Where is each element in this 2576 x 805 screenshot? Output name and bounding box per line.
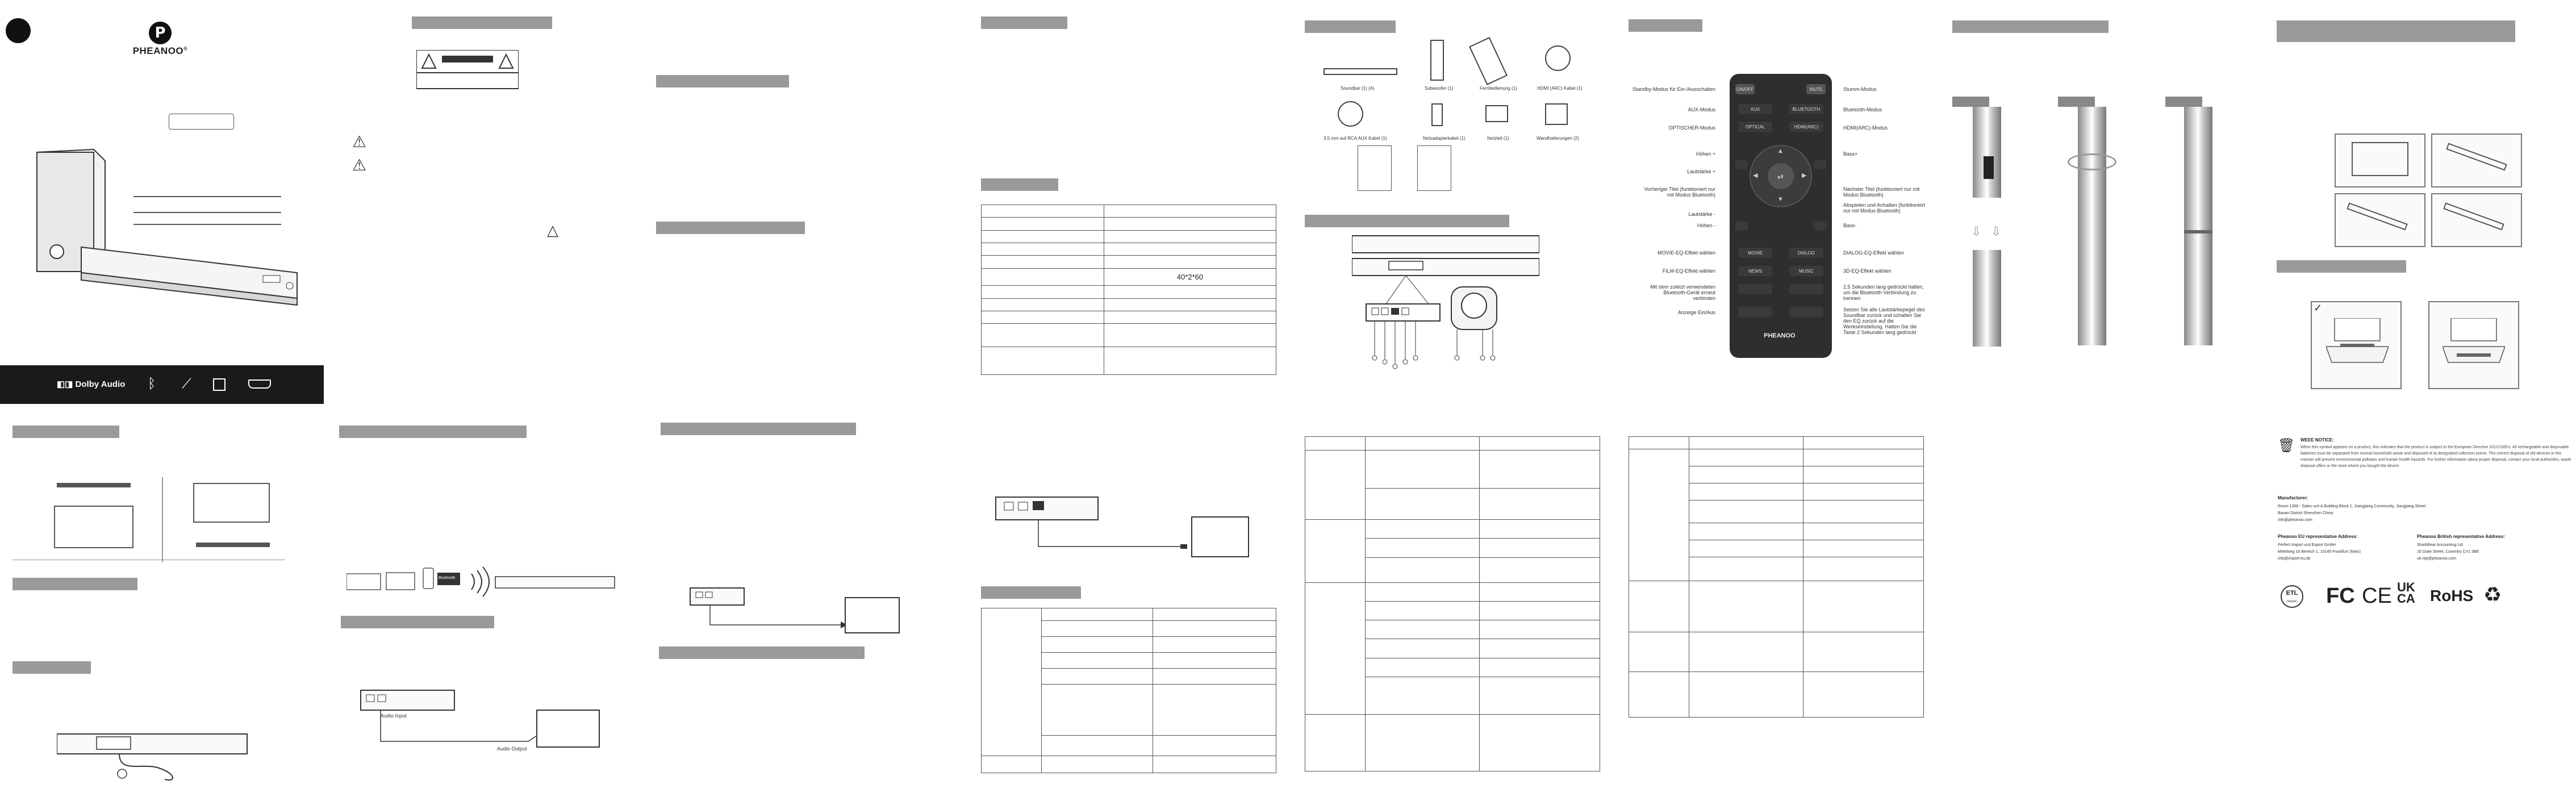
accessory-label-2: Fernbedienung (1) (1480, 86, 1517, 91)
remote-label-play-pause: Abspielen und Anhalten (funktioniert nur mit Modus Bluetooth) (1843, 202, 1926, 214)
uk-rep-line-2: 16 Duke Street, Coventry CV1 3BE (2417, 550, 2479, 554)
remote-music-button[interactable]: DIALOG (1789, 248, 1823, 258)
remote-treble-minus-button[interactable] (1735, 222, 1748, 231)
remote-label-disconnect: 2,5 Sekunden lang gedrückt halten, um die Bluetooth-Verbindung zu trennen (1843, 284, 1924, 301)
accessory-label-5: Netzadapterkabel (1) (1423, 136, 1466, 141)
section-header-troubleshooting (981, 586, 1081, 599)
remote-prev-icon[interactable]: ◀ (1753, 172, 1758, 179)
remote-label-movie: MOVIE-EQ-Effekt wählen (1658, 250, 1715, 256)
cover-rule-1 (133, 196, 281, 197)
section-header-aux (341, 616, 494, 628)
remote-label-display: Anzeige Ein/Aus (1677, 310, 1715, 315)
remote-label-prev: Vorheriger Titel (funktioniert nur mit Modus Bluetooth) (1644, 186, 1715, 198)
cover-rule-2 (133, 212, 281, 213)
remote-news-button[interactable]: NEWS (1738, 266, 1772, 276)
pillar-step-2 (2078, 107, 2106, 345)
bluetooth-device-label: Bluetooth (439, 576, 456, 580)
page-marker-dot (6, 18, 31, 43)
remote-label-next: Nächster Titel (funktioniert nur mit Modus Bluetooth) (1843, 186, 1920, 198)
remote-reconnect-button[interactable] (1738, 284, 1772, 294)
section-header-hdmi (659, 646, 865, 659)
weee-text: When this symbol appears on a product, this indicates that the product is subject to the European Directive 2012/19/EU. All rechargeable and disposable batteries must be separated from normal household waste and disposed of at designated collection points. The correct disposal of old devices in this manner will prevent environmental pollution and human health hazards. For further information about proper disposal, contact your local authorities, waste disposal office or the store where you bought the device. (2301, 445, 2571, 468)
remote-label-mute: Stumm-Modus (1843, 86, 1877, 92)
etl-mark-label: ETL (2286, 590, 2298, 597)
ukca-mark-top: UK (2397, 580, 2415, 594)
pillar-step-3-joint (2184, 230, 2212, 233)
section-header-package (1305, 20, 1396, 33)
placement-divider (162, 477, 163, 562)
section-header-3a (656, 75, 789, 87)
remote-label-treble-plus: Höhen + (1696, 151, 1715, 157)
rohs-mark: RoHS (2430, 587, 2474, 604)
package-manual-icon-2 (1417, 145, 1451, 191)
pillar-step-1-cable (1984, 156, 1994, 179)
section-header-connect (12, 661, 91, 674)
remote-label-optical: OPTISCHER-Modus (1668, 125, 1715, 131)
recycling-icon: ♻ (2483, 583, 2502, 606)
remote-3d-button[interactable]: MUSIC (1789, 266, 1823, 276)
remote-bluetooth-button[interactable]: BLUETOOTH (1789, 104, 1823, 114)
pillar-step-3 (2184, 107, 2212, 345)
section-header-wall (12, 578, 137, 590)
dolby-icon: ◧◨ (57, 379, 73, 389)
dolby-logo (57, 379, 125, 389)
remote-display-button[interactable] (1738, 307, 1772, 317)
package-wall-bracket-icon (1545, 103, 1568, 125)
pillar-step-1-bottom (1973, 250, 2001, 347)
package-subwoofer-icon (1430, 40, 1444, 81)
remote-label-treble-minus: Höhen - (1697, 223, 1715, 228)
manufacturer-title: Manufacturer: (2278, 495, 2308, 500)
remote-label-reconnect: Mit dem zuletzt verwendeten Bluetooth-Gerät erneut verbinden (1650, 284, 1715, 301)
ukca-mark-bottom: CA (2397, 591, 2415, 606)
manufacturer-line-3: info@pheanoo.com (2278, 518, 2312, 522)
section-header-specs-table (981, 178, 1058, 191)
pillar-step-1-top (1973, 107, 2001, 198)
package-power-cable-icon (1431, 103, 1443, 126)
eu-rep-title: Pheanoo EU representative Address: (2278, 534, 2358, 539)
eu-rep-line-2: Mittelweg 16 Bereich 1, 10145 Frankfurt (Main) (2278, 550, 2361, 554)
remote-label-vol-up: Lautstärke + (1687, 169, 1715, 174)
section-header-safety (412, 16, 552, 29)
spec-dimension-value: 40*2*60 (1104, 268, 1276, 286)
remote-aux-button[interactable]: AUX (1738, 104, 1772, 114)
ukca-mark (2397, 582, 2415, 604)
brand-name: PHEANOO (132, 45, 184, 56)
brand-logo (132, 22, 189, 57)
remote-label-standby: Standby-Modus für Ein-/Ausschalten (1632, 86, 1715, 92)
fc-mark: FC (2326, 584, 2355, 608)
manufacturer-line-1: Room 1308 - Sales unit A Building Block 1, Xiangjiang Community, Jiangjiang Street (2278, 504, 2426, 508)
section-header-remote (1629, 19, 1702, 32)
audio-input-label: Audio Input (381, 713, 407, 719)
pillar-step-2-ring (2068, 153, 2116, 170)
panel5-bottom-table (1305, 436, 1600, 771)
remote-optical-button[interactable]: OPTICAL (1738, 122, 1772, 132)
section-header-mounting (2277, 20, 2515, 42)
remote-disconnect-button[interactable] (1789, 284, 1823, 294)
connect-soundbar-diagram (57, 728, 250, 785)
remote-bass-minus-button[interactable] (1814, 222, 1826, 231)
package-hdmi-cable-icon (1545, 45, 1571, 71)
section-header-optical (661, 423, 856, 435)
placement-table-diagram (190, 483, 275, 551)
section-header-product-overview (1305, 215, 1509, 227)
remote-label-bluetooth: Bluetooth-Modus (1843, 107, 1882, 112)
step-tab-1 (1952, 97, 1989, 107)
eu-rep-line-1: Perfect Import und Export GmbH (2278, 543, 2336, 547)
weee-bin-icon: 🗑 (2278, 438, 2295, 453)
accessory-label-4: 3,5 mm auf RCA AUX Kabel (1) (1324, 136, 1387, 141)
brand-reg-mark: ® (183, 45, 188, 52)
aux-icon: ⟋ (182, 376, 191, 391)
remote-label-bass-minus: Bass- (1843, 223, 1857, 228)
uk-rep-line-1: SharkBear Accounting Ltd (2417, 543, 2463, 547)
brand-logo-mark: P (149, 22, 172, 44)
recycle-icon: △ (547, 222, 558, 239)
check-icon: ✓ (2314, 302, 2323, 314)
remote-label-3d: 3D-EQ-Effekt wählen (1843, 268, 1892, 274)
accessory-label-3: HDMI (ARC) Kabel (1) (1537, 86, 1583, 91)
aux-connection-diagram (358, 685, 608, 753)
package-remote-icon (1469, 37, 1508, 85)
troubleshooting-table (981, 608, 1276, 773)
manufacturer-line-2: Baoan District Shenzhen China (2278, 511, 2333, 515)
uk-rep-line-3: uk.rep@pheanoo.com (2417, 557, 2456, 561)
etl-mark (2281, 585, 2303, 608)
remote-movie-button[interactable]: MOVIE (1738, 248, 1772, 258)
bluetooth-icon: ᛒ (148, 376, 156, 391)
hdmi-icon (248, 379, 271, 389)
package-soundbar-icon (1324, 68, 1397, 75)
panel6-bottom-table (1629, 436, 1924, 718)
remote-label-hdmi: HDMI(ARC)-Modus (1843, 125, 1888, 131)
bluetooth-pairing-diagram (346, 562, 619, 597)
weee-title: WEEE NOTICE: (2301, 437, 2334, 443)
optical-icon (213, 378, 226, 391)
remote-brand-label: PHEANOO (1764, 332, 1796, 339)
specifications-table (981, 205, 1276, 375)
remote-treble-plus-button[interactable] (1735, 160, 1748, 169)
ce-mark: CE (2362, 584, 2392, 608)
accessory-label-0: Soundbar (1) (A) (1341, 86, 1375, 91)
cover-rule-3 (133, 224, 281, 225)
optical-connection-diagram (687, 585, 903, 636)
remote-label-vol-down: Lautstärke - (1688, 211, 1715, 217)
remote-vol-down-icon[interactable]: ▼ (1777, 196, 1784, 203)
package-aux-cable-icon (1338, 101, 1363, 127)
eu-rep-line-3: info@import-eu.de (2278, 557, 2311, 561)
tv-stand-icon-1 (2326, 318, 2389, 364)
accessory-label-7: Wandhalterungen (2) (1537, 136, 1579, 141)
accessory-label-6: Netzteil (1) (1487, 136, 1509, 141)
step-tab-2 (2058, 97, 2095, 107)
remote-label-bass-plus: Bass+ (1843, 151, 1858, 157)
remote-reset-button[interactable] (1789, 307, 1823, 317)
package-adapter-icon (1485, 105, 1508, 122)
remote-play-pause-button[interactable]: ⏯ (1768, 163, 1794, 189)
remote-label-film: FILM-EQ-Effekt wählen (1662, 268, 1715, 274)
package-contents (1318, 34, 1585, 199)
remote-label-dialog: DIALOG-EQ-Effekt wählen (1843, 250, 1904, 256)
arrow-down-icon-2: ⇩ (1991, 224, 2002, 239)
dolby-label: Dolby Audio (75, 379, 126, 389)
accessory-label-1: Subwoofer (1) (1425, 86, 1454, 91)
arrow-down-icon-1: ⇩ (1971, 224, 1982, 239)
remote-label-reset: Setzen Sie alle Lautstärkepegel des Soundbar zurück und schalten Sie den EQ zurück auf die Werkseinstellung. Halten Sie die Taste 2 Sekunden lang gedrückt (1843, 307, 1925, 335)
model-label-box (169, 114, 234, 130)
warning-icon-2: ⚠ (352, 156, 367, 174)
section-header-placement-tips (2277, 260, 2406, 273)
mount-step-1-image (2352, 142, 2408, 176)
package-manual-icon-1 (1358, 145, 1392, 191)
section-header-3b (656, 222, 805, 234)
remote-mute-button[interactable]: MUTE (1806, 84, 1826, 94)
step-tab-3 (2165, 97, 2202, 107)
caution-label (416, 50, 519, 90)
placement-wall-diagram (54, 483, 139, 551)
remote-power-button[interactable]: ON/OFF (1735, 84, 1755, 94)
etl-mark-sub: Intertek (2287, 600, 2297, 603)
remote-next-icon[interactable]: ▶ (1802, 172, 1807, 179)
soundbar-image (78, 241, 300, 310)
tv-stand-icon-2 (2443, 318, 2505, 364)
hdmi-connection-diagram (993, 494, 1254, 562)
uk-rep-title: Pheanoo British representative Address: (2417, 534, 2505, 539)
section-header-bluetooth (339, 426, 527, 438)
feature-band (0, 365, 324, 404)
remote-hdmi-button[interactable]: HDMI(ARC) (1789, 122, 1823, 132)
section-header-pillars (1952, 20, 2109, 33)
remote-bass-plus-button[interactable] (1814, 160, 1826, 169)
section-header-placement (12, 426, 119, 438)
warning-icon-1: ⚠ (352, 133, 367, 151)
remote-vol-up-icon[interactable]: ▲ (1777, 148, 1784, 155)
remote-label-aux: AUX-Modus (1688, 107, 1715, 112)
audio-output-label: Audio Output (497, 746, 527, 752)
section-header-specs (981, 16, 1067, 29)
product-overview-diagram (1352, 233, 1539, 381)
